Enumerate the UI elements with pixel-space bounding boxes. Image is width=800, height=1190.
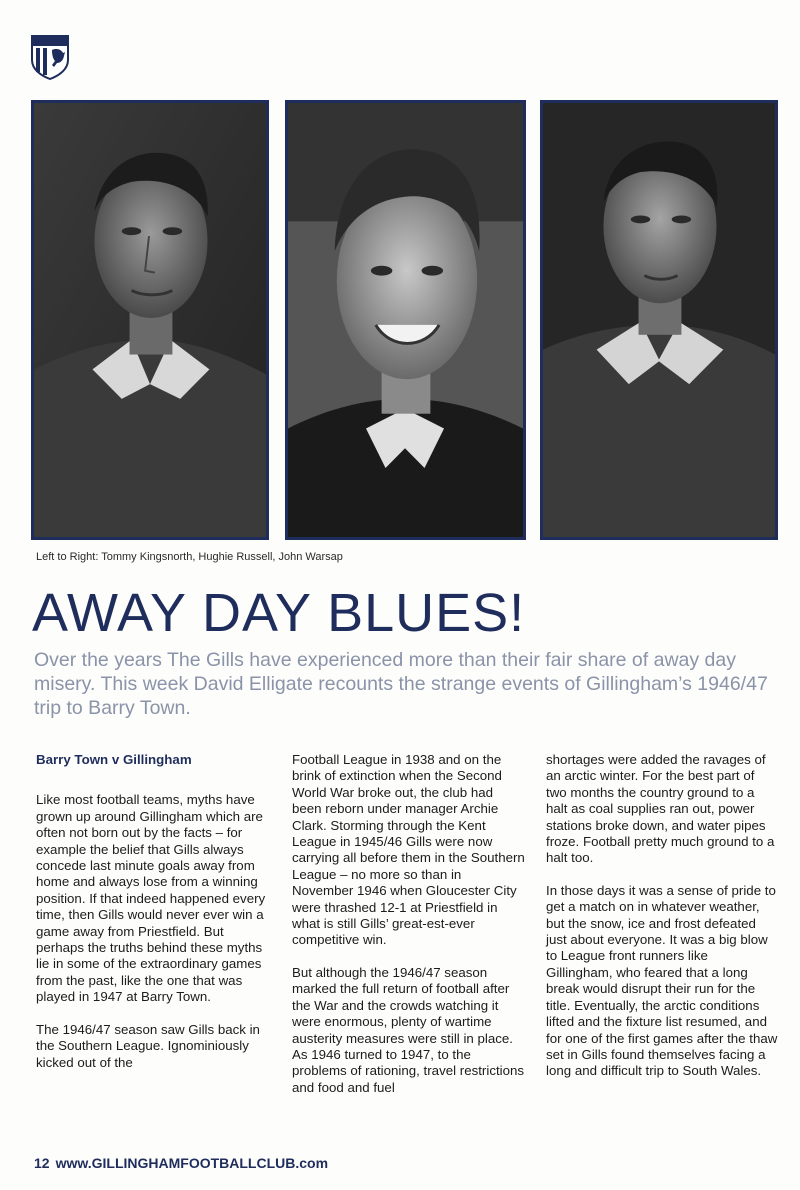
paragraph: Like most football teams, myths have grown up around Gillingham which are often not born out by the facts – for example the belief that Gills always concede last minute goals away from home and always lose from a winning position. If that indeed happened every time, then Gills would never ever win a game away from Priestfield. But perhaps the truths behind these myths lie in some of the extraordinary games from the past, like the one that was played in 1947 at Barry Town. [36,792,266,1005]
player-photo-1 [31,100,269,540]
standfirst: Over the years The Gills have experienced more than their fair share of away day misery. This week David Elligate recounts the strange events of Gillingham’s 1946/47 trip to Barry Town. [34,649,768,719]
paragraph: Football League in 1938 and on the brink of extinction when the Second World War broke out, the club had been reborn under manager Archie Clark. Storming through the Kent League in 1945/46 Gills were now carrying all before them in the Southern League – no more so than in November 1946 when Gloucester City were thrashed 12-1 at Priestfield in what is still Gills’ great-est-ever competitive win. [292,752,525,948]
player-photo-2 [285,100,526,540]
paragraph: shortages were added the ravages of an arctic winter. For the best part of two months the country ground to a halt as coal supplies ran out, power stations broke down, and water pipes froze. Football pretty much ground to a halt too. [546,752,775,866]
player-photo-3 [540,100,778,540]
photo-caption: Left to Right: Tommy Kingsnorth, Hughie Russell, John Warsap [36,551,343,563]
page-number: 12 [34,1155,50,1171]
article-column-3 [546,752,778,1096]
page-footer [34,1155,328,1171]
article-column-1 [36,752,268,1087]
paragraph: But although the 1946/47 season marked the full return of football after the War and the crowds watching it were enormous, plenty of wartime austerity measures were still in place. As 1946 turned to 1947, to the problems of rationing, travel restrictions and food and fuel [292,964,525,1095]
paragraph: In those days it was a sense of pride to get a match on in whatever weather, but the snow, ice and frost defeated just about everyone. It was a big blow to League front runners like Gillingham, who feared that a long break would disrupt their run for the title. Eventually, the arctic conditions lifted and the fixture list resumed, and for one of the first games after the thaw set in Gills found themselves facing a long and difficult trip to South Wales. [546,882,778,1079]
article-subhead: Barry Town v Gillingham [36,752,192,767]
website-link[interactable]: www.GILLINGHAMFOOTBALLCLUB.com [55,1155,329,1171]
headline: AWAY DAY BLUES! [32,583,526,643]
article-column-2 [292,752,526,1112]
paragraph: The 1946/47 season saw Gills back in the Southern League. Ignominiously kicked out of the [36,1021,260,1070]
club-crest-icon [30,34,70,80]
